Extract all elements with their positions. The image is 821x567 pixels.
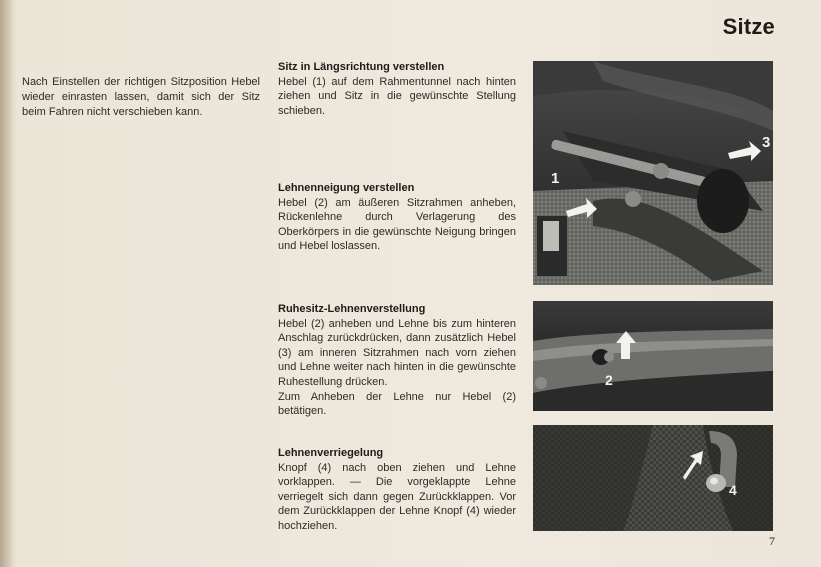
photo-label-3: 3 bbox=[762, 134, 771, 151]
photo-seat-rail-image bbox=[533, 61, 773, 285]
section-heading: Lehnenverriegelung bbox=[278, 447, 384, 459]
section-heading: Ruhesitz-Lehnenverstellung bbox=[278, 303, 426, 315]
section-longitudinal-adjust bbox=[278, 60, 516, 118]
side-note-text: Nach Einstellen der richtigen Sitzposition Hebel wieder einrasten lassen, damit sich der Sitz beim Fahren nicht verschieben kann. bbox=[22, 76, 260, 118]
page-title: Sitze bbox=[722, 14, 775, 39]
section-backrest-lock bbox=[278, 446, 516, 534]
section-body: Knopf (4) nach oben ziehen und Lehne vorklappen. — Die vorgeklappte Lehne verriegelt sich dann gegen Zurückklappen. Vor dem Zurückklappen der Lehne Knopf (4) wieder hochziehen. bbox=[278, 461, 516, 532]
page-number: 7 bbox=[769, 534, 775, 548]
photo-label-4: 4 bbox=[729, 482, 737, 498]
side-note bbox=[22, 75, 260, 120]
photo-outer-lever-image bbox=[533, 301, 773, 411]
photo-lock-knob-image bbox=[533, 425, 773, 531]
page-fold-shadow bbox=[0, 0, 14, 567]
section-body: Hebel (2) am äußeren Sitzrahmen anheben, Rückenlehne durch Verlagerung des Oberkörpers in die gewünschte Neigung bringen und Hebel loslassen. bbox=[278, 196, 516, 253]
section-body: Hebel (2) anheben und Lehne bis zum hinteren Anschlag zurückdrücken, dann zusätzlich Hebel (3) am inneren Sitzrahmen nach vorn ziehen und Lehne weiter nach hinten in die gewünschte Ruhestellung drücken. bbox=[278, 317, 516, 388]
section-heading: Lehnenneigung verstellen bbox=[278, 182, 415, 194]
section-heading: Sitz in Längsrichtung verstellen bbox=[278, 61, 445, 73]
photo-label-2: 2 bbox=[605, 372, 613, 388]
photo-label-1: 1 bbox=[551, 170, 560, 187]
section-recline bbox=[278, 302, 516, 419]
photo-seat-rail-lever bbox=[533, 61, 773, 285]
section-body: Hebel (1) auf dem Rahmentunnel nach hinten ziehen und Sitz in die gewünschte Stellung schieben. bbox=[278, 75, 516, 117]
photo-outer-seat-lever bbox=[533, 301, 773, 411]
section-body-note: Zum Anheben der Lehne nur Hebel (2) betätigen. bbox=[278, 390, 516, 418]
photo-backrest-lock-knob bbox=[533, 425, 773, 531]
section-backrest-tilt bbox=[278, 181, 516, 254]
